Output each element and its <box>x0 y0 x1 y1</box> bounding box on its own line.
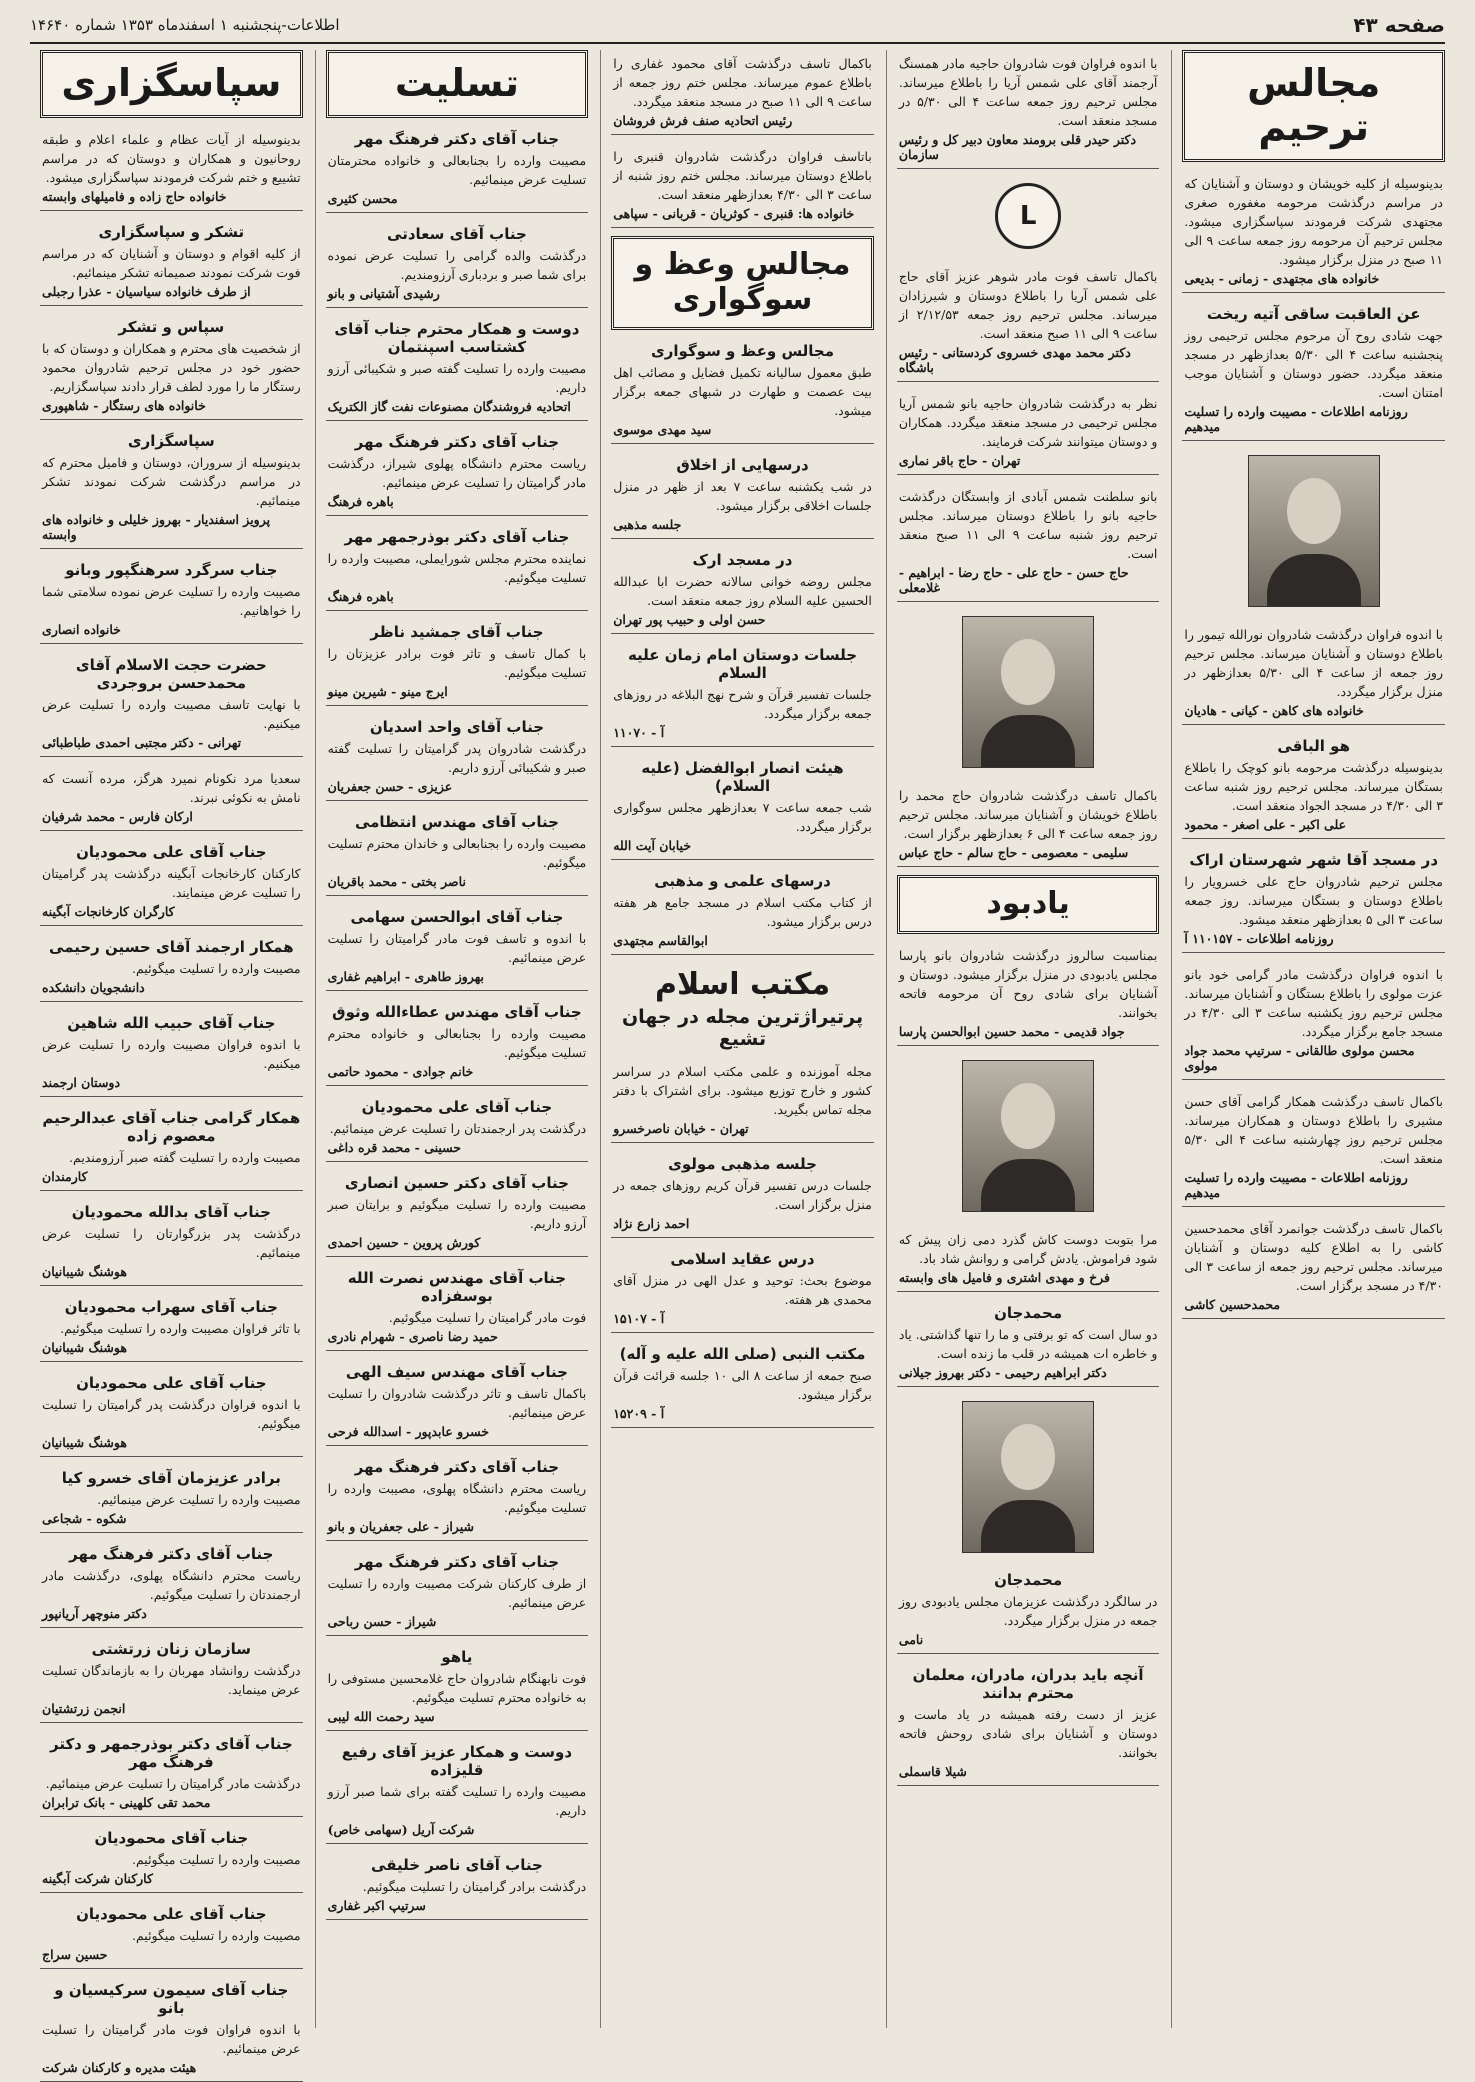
notice <box>40 839 303 926</box>
notice-body: درگذشت برادر گرامیتان را تسلیت میگوئیم. <box>362 1879 587 1894</box>
notice-body: در سالگرد درگذشت عزیزمان مجلس یادبودی روز جمعه در منزل برگزار میگردد. <box>898 1594 1158 1628</box>
notice-title: جناب آقای علی محمودیان <box>76 843 267 861</box>
notice-signature: شیراز - حسن رباحی <box>327 1614 437 1629</box>
notice-signature: شیراز - علی جعفریان و بانو <box>327 1519 474 1534</box>
notice <box>40 557 303 644</box>
notice-signature: روزنامه اطلاعات - مصیبت وارده را تسلیت میدهیم <box>1184 1170 1408 1200</box>
notice-body: نماینده محترم مجلس شورایملی، مصیبت وارده را تسلیت میگوئیم. <box>327 551 587 585</box>
notice <box>326 904 589 991</box>
notice-signature: هوشنگ شیبانیان <box>42 1264 127 1279</box>
notice-title: برادر عزیزمان آقای خسرو کیا <box>61 1469 281 1487</box>
notice-signature: احمد زارع نژاد <box>613 1216 690 1231</box>
notice-signature: خانم جوادی - محمود حاتمی <box>327 1064 474 1079</box>
notice-title: جناب آقای مهندس سیف الهی <box>345 1363 568 1381</box>
notice-signature: رشیدی آشتیانی و بانو <box>327 286 440 301</box>
notice-body: ریاست محترم دانشگاه پهلوی، مصیبت وارده را تسلیت میگوئیم. <box>327 1481 587 1515</box>
notice <box>1182 1088 1445 1207</box>
notice-signature: سید رحمت الله لیبی <box>327 1709 435 1724</box>
magazine-ad <box>611 963 874 1050</box>
notice <box>611 1341 874 1428</box>
notice <box>40 428 303 549</box>
notice-signature: تهرانی - دکتر مجتبی احمدی طباطبائی <box>42 735 242 750</box>
notice <box>326 221 589 308</box>
notice <box>611 547 874 634</box>
notice-body: با اندوه فراوان درگذشت پدر گرامیتان را تسلیت میگوئیم. <box>42 1397 301 1431</box>
notice-signature: هوشنگ شیبانیان <box>42 1435 127 1450</box>
notice-title: سازمان زنان زرتشتی <box>91 1640 251 1658</box>
notice-signature: علی اکبر - علی اصغر - محمود <box>1184 817 1347 832</box>
notice-title: جناب آقای دکتر بوذرجمهر و دکتر فرهنگ مهر <box>50 1735 293 1771</box>
notice-title: دوست و همکار عزیز آقای رفیع قلیزاده <box>341 1743 573 1779</box>
notice-signature: حسینی - محمد قره داغی <box>327 1140 462 1155</box>
notice-title: جناب آقای ناصر خلیقی <box>371 1856 543 1874</box>
notice-body: درگذشت پدر ارجمندتان را تسلیت عرض مینمائیم. <box>329 1121 587 1136</box>
notice-body: مصیبت وارده را تسلیت گفته صبر و شکیبائی آرزو داریم. <box>327 361 587 395</box>
notice-body: فوت نابهنگام شادروان حاج غلامحسین مستوفی را به خانواده محترم تسلیت میگوئیم. <box>327 1671 587 1705</box>
notice-signature: دانشجویان دانشکده <box>42 980 145 995</box>
notice-title: جناب سرگرد سرهنگپور وبانو <box>65 561 278 579</box>
notice-title: جناب آقای مهندس نصرت الله بوسفزاده <box>347 1269 567 1305</box>
notice <box>611 143 874 228</box>
notice-body: نظر به درگذشت شادروان حاجیه بانو شمس آریا مجلس ترحیمی در مسجد منعقد میگردد. همکاران و دوستان میتوانند شرکت فرمایند. <box>898 396 1158 449</box>
notice-body: ریاست محترم دانشگاه پهلوی، درگذشت مادر ارجمندتان را تسلیت میگوئیم. <box>42 1568 301 1602</box>
notice-signature: دکتر محمد مهدی خسروی کردستانی - رئیس باشگاه <box>898 345 1131 375</box>
portrait-photo <box>962 1401 1094 1553</box>
columns <box>30 50 1445 2075</box>
notice-body: کارکنان کارخانجات آبگینه درگذشت پدر گرامیتان را تسلیت عرض مینمایند. <box>42 866 301 900</box>
notice <box>40 934 303 1002</box>
notice <box>897 50 1160 169</box>
notice-body: مصیبت وارده را تسلیت میگوئیم. <box>132 1852 301 1867</box>
notice-signature: باهره فرهنگ <box>327 494 394 509</box>
notice-title: آنچه باید بدران، مادران، معلمان محترم بدانند <box>912 1666 1144 1702</box>
notice-body: باکمال تاسف درگذشت شادروان حاج محمد را باطلاع خویشان و آشنایان میرساند. مجلس ترحیم روز جمعه ساعت ۴ الی ۶ بعدازظهر برگزار است. <box>898 788 1158 841</box>
notice-title: تشکر و سپاسگزاری <box>98 223 245 241</box>
notice-signature: خانواده انصاری <box>42 622 121 637</box>
notice-body: باکمال تاسف درگذشت همکار گرامی آقای حسن مشیری را باطلاع دوستان و همکاران میرساند. مجلس ترحیم روز چهارشنبه ساعت ۴ الی ۵/۳۰ منعقد است. <box>1184 1094 1444 1166</box>
notice-signature: بهروز طاهری - ابراهیم غفاری <box>327 969 484 984</box>
notice <box>326 1170 589 1257</box>
notice-signature: آ - ۱۵۲۰۹ <box>613 1406 665 1421</box>
notice-body: باکمال تاسف و تاثر درگذشت شادروان را تسلیت عرض مینمائیم. <box>327 1386 587 1420</box>
notice <box>40 1465 303 1533</box>
notice <box>40 1977 303 2082</box>
notice <box>40 1010 303 1097</box>
column-5 <box>30 50 303 2075</box>
notice-body: مصیبت وارده را تسلیت میگوئیم. <box>132 1928 301 1943</box>
notice-signature: خانواده های مجتهدی - زمانی - بدیعی <box>1184 271 1380 286</box>
magazine-subtitle: پرتیراژترین مجله در جهان تشیع <box>621 1006 864 1050</box>
notice-body: بانو سلطنت شمس آبادی از وابستگان درگذشت حاجیه بانو را باطلاع دوستان میرساند. مجلس ترحیم روز شنبه ساعت ۹ الی ۱۱ صبح منعقد است. <box>898 489 1158 561</box>
notice <box>611 1246 874 1333</box>
notice-signature: خانواده های رستگار - شاهپوری <box>42 398 206 413</box>
notice-signature: انجمن زرتشتیان <box>42 1701 126 1716</box>
notice-body: مصیبت وارده را تسلیت میگوئیم. <box>132 961 301 976</box>
notice-title: جناب آقای مهندس عطاءالله وثوق <box>332 1003 582 1021</box>
notice-title: درسهایی از اخلاق <box>676 456 809 474</box>
notice <box>326 1454 589 1541</box>
notice-signature: شیلا قاسملی <box>898 1764 967 1779</box>
notice <box>1182 170 1445 293</box>
notice-body: مجلس ترحیم شادروان حاج علی خسرویار را باطلاع دوستان و بستگان میرساند. روز جمعه ساعت ۳ الی ۵ بعدازظهر منعقد میشود. <box>1184 874 1443 927</box>
notice <box>897 1300 1160 1387</box>
notice <box>1182 301 1445 441</box>
notice-signature: کارکنان شرکت آبگینه <box>42 1871 153 1886</box>
notice-title: هیئت انصار ابوالفضل (علیه السلام) <box>641 759 844 795</box>
notice-body: با اندوه فراوان درگذشت شادروان نورالله تیمور را باطلاع دوستان و آشنایان میرساند. مجلس ترحیم روز جمعه از ساعت ۴ الی ۵/۳۰ بعدازظهر در منزل برگزار میگردد. <box>1184 627 1443 699</box>
column-1 <box>1171 50 1445 2028</box>
notice-signature: حسن اولی و حبیب پور تهران <box>613 612 766 627</box>
notice <box>1182 1215 1445 1319</box>
notice <box>1182 621 1445 725</box>
notice <box>40 219 303 306</box>
notice <box>1182 847 1445 953</box>
notice-title: دوست و همکار محترم جناب آقای کشتاسب اسپنتمان <box>334 320 580 356</box>
notice-body: مجلس روضه خوانی سالانه حضرت ابا عبدالله الحسین علیه السلام روز جمعه منعقد است. <box>613 574 872 608</box>
notice <box>40 1731 303 1817</box>
notice <box>1182 961 1445 1080</box>
notice-signature: آ - ۱۵۱۰۷ <box>613 1311 665 1326</box>
notice <box>40 1825 303 1893</box>
notice <box>326 1739 589 1844</box>
notice <box>40 126 303 211</box>
notice <box>40 1105 303 1191</box>
notice-signature: روزنامه اطلاعات - ۱۱۰۱۵۷ آ <box>1184 931 1334 946</box>
notice-signature: کورش پروین - حسین احمدی <box>327 1235 481 1250</box>
notice-signature: ایرج مینو - شیرین مینو <box>327 684 448 699</box>
notice <box>611 1058 874 1143</box>
notice-signature: محسن کثیری <box>327 191 398 206</box>
notice-signature: حسین سراج <box>42 1947 108 1962</box>
notice-body: جهت شادی روح آن مرحوم مجلس ترحیمی روز پنجشنبه ساعت ۴ الی ۵/۳۰ بعدازظهر در مسجد منعقد میگردد. حضور دوستان و آشنایان موجب امتنان است. <box>1184 328 1443 400</box>
notice <box>897 390 1160 475</box>
notice-title: جلسات دوستان امام زمان علیه السلام <box>627 646 858 682</box>
notice <box>897 1226 1160 1292</box>
notice <box>326 1852 589 1920</box>
notice-title: جناب آقای ابوالحسن سهامی <box>350 908 564 926</box>
notice-title: جناب آقای دکتر فرهنگ مهر <box>354 1553 560 1571</box>
notice-signature: ارکان فارس - محمد شرفیان <box>42 809 193 824</box>
notice <box>897 1567 1160 1654</box>
notice <box>326 126 589 213</box>
notice <box>326 1359 589 1446</box>
notice-body: مصیبت وارده را تسلیت گفته برای شما صبر آرزو داریم. <box>327 1784 587 1818</box>
notice <box>611 452 874 539</box>
notice-signature: محمد تقی کلهینی - بانک ترابران <box>42 1795 211 1810</box>
notice-signature: شرکت آریل (سهامی خاص) <box>327 1822 475 1837</box>
notice-signature: سلیمی - معصومی - حاج سالم - حاج عباس <box>898 845 1129 860</box>
column-2 <box>886 50 1160 2028</box>
notice-body: عزیز از دست رفته همیشه در یاد ماست و دوستان و آشنایان برای شادی روحش فاتحه بخوانند. <box>898 1707 1158 1760</box>
masthead-date: اطلاعات-پنجشنبه ۱ اسفندماه ۱۳۵۳ شماره ۱۴۶۴۰ <box>30 16 340 34</box>
notice-title: حضرت حجت الاسلام آقای محمدحسن بروجردی <box>75 656 267 692</box>
notice-body: صبح جمعه از ساعت ۸ الی ۱۰ جلسه قرائت قرآن برگزار میشود. <box>613 1368 872 1402</box>
notice-body: درگذشت روانشاد مهربان را به بازماندگان تسلیت عرض مینماید. <box>42 1663 301 1697</box>
notice-signature: جواد قدیمی - محمد حسین ابوالحسن پارسا <box>898 1024 1125 1039</box>
notice-signature: خیابان آیت الله <box>613 838 692 853</box>
notice-body: جلسات درس تفسیر قرآن کریم روزهای جمعه در منزل برگزار است. <box>613 1178 872 1212</box>
notice-title: جناب آقای جمشید ناظر <box>370 623 544 641</box>
notice-title: جناب آقای علی محمودیان <box>76 1905 267 1923</box>
notice-title: همکار گرامی جناب آقای عبدالرحیم معصوم زاده <box>42 1109 301 1145</box>
notice-title: سپاسگزاری <box>127 432 215 450</box>
notice-title: همکار ارجمند آقای حسین رحیمی <box>49 938 294 956</box>
notice-signature: سید مهدی موسوی <box>613 422 712 437</box>
notice-body: باکمال تاسف فوت مادر شوهر عزیز آقای حاج علی شمس آریا را باطلاع دوستان و شیرزادان میرساند. مجلس ترحیم روز جمعه ۲/۱۲/۵۳ از ساعت ۹ الی ۱۱ صبح منعقد است. <box>898 269 1158 341</box>
notice-signature: تهران - حاج باقر نماری <box>898 453 1021 468</box>
lions-club-logo: L <box>995 183 1061 249</box>
notice-signature: حاج حسن - حاج علی - حاج رضا - ابراهیم - غلامعلی <box>898 565 1129 595</box>
notice-signature: خسرو عابدپور - اسدالله فرحی <box>327 1424 489 1439</box>
notice-title: جناب آقای سهراب محمودیان <box>64 1298 278 1316</box>
notice-title: هو الباقی <box>1277 737 1350 755</box>
notice-title: جناب آقای سیمون سرکیسیان و بانو <box>54 1981 289 2017</box>
notice-body: بمناسبت سالروز درگذشت شادروان بانو پارسا مجلس یادبودی در منزل برگزار میشود. دوستان و آشنایان برای شادی روح آن مرحومه فاتحه بخوانند. <box>898 948 1158 1020</box>
notice-body: موضوع بحث: توحید و عدل الهی در منزل آقای محمدی هر هفته. <box>613 1273 872 1307</box>
notice-signature: ابوالقاسم مجتهدی <box>613 933 708 948</box>
portrait-photo <box>1248 455 1380 607</box>
notice-signature: هوشنگ شیبانیان <box>42 1340 127 1355</box>
notice-body: مصیبت وارده را تسلیت میگوئیم و برایتان صبر آرزو داریم. <box>327 1197 587 1231</box>
notice-signature: نامی <box>898 1632 924 1647</box>
notice-title: در مسجد آقا شهر شهرستان اراک <box>1189 851 1439 869</box>
page-number: صفحه ۴۳ <box>1353 13 1445 37</box>
notice <box>611 868 874 955</box>
notice-title: مکتب النبی (صلی الله علیه و آله) <box>619 1345 866 1363</box>
notice-body: جلسات تفسیر قرآن و شرح نهج البلاغه در روزهای جمعه برگزار میگردد. <box>613 687 872 721</box>
notice <box>40 1370 303 1457</box>
notice-body: مجله آموزنده و علمی مکتب اسلام در سراسر کشور و خارج توزیع میشود. برای اشتراک با دفتر مجله تماس بگیرید. <box>613 1064 872 1117</box>
notice <box>326 1265 589 1351</box>
notice-title: جلسه مذهبی مولوی <box>668 1155 817 1173</box>
notice-body: شب جمعه ساعت ۷ بعدازظهر مجلس سوگواری برگزار میگردد. <box>613 800 872 834</box>
notice-signature: کارگران کارخانجات آبگینه <box>42 904 175 919</box>
notice-title: در مسجد ارک <box>692 551 793 569</box>
notice-body: با کمال تاسف و تاثر فوت برادر عزیزتان را تسلیت میگوئیم. <box>327 646 587 680</box>
notice-title: جناب آقای دکتر بوذرجمهر مهر <box>344 528 570 546</box>
notice-signature: خانواده حاج زاده و فامیلهای وابسته <box>42 189 227 204</box>
notice <box>897 942 1160 1046</box>
notice-title: جناب آقای علی محمودیان <box>361 1098 553 1116</box>
column-4 <box>315 50 589 2028</box>
notice-signature: جلسه مذهبی <box>613 517 682 532</box>
notice-signature: آ - ۱۱۰۷۰ <box>613 725 665 740</box>
notice-signature: دکتر حیدر قلی برومند معاون دبیر کل و رئیس سازمان <box>898 132 1137 162</box>
notice-signature: خانواده ها: قنبری - کوثریان - قربانی - سپاهی <box>613 206 855 221</box>
notice-title: جناب آقای حبیب الله شاهین <box>67 1014 276 1032</box>
notice-body: ریاست محترم دانشگاه پهلوی شیراز، درگذشت مادر گرامیتان را تسلیت عرض مینمائیم. <box>327 456 587 490</box>
section-heading-condolences: تسلیت <box>326 50 589 118</box>
notice-title: جناب آقای محمودیان <box>94 1829 249 1847</box>
notice <box>326 1094 589 1162</box>
notice-body: درگذشت پدر بزرگوارتان را تسلیت عرض مینمائیم. <box>42 1226 301 1260</box>
notice <box>326 809 589 896</box>
notice-body: طبق معمول سالیانه تکمیل فضایل و مصائب اهل بیت عصمت و طهارت در شبهای جمعه برگزار میشود. <box>613 365 872 418</box>
notice <box>40 652 303 757</box>
notice-signature: کارمندان <box>42 1169 88 1184</box>
notice-title: سپاس و تشکر <box>118 318 225 336</box>
notice <box>611 338 874 444</box>
notice-title: جناب آقای بدالله محمودیان <box>71 1203 271 1221</box>
notice-body: با اندوه فراوان فوت مادر گرامیتان را تسلیت عرض مینمائیم. <box>42 2022 301 2056</box>
notice-signature: دوستان ارجمند <box>42 1075 121 1090</box>
notice-signature: محمدحسین کاشی <box>1184 1297 1281 1312</box>
notice-body: فوت مادر گرامیتان را تسلیت میگوئیم. <box>388 1310 587 1325</box>
section-heading-remembrance: یادبود <box>897 875 1160 934</box>
notice-body: با اندوه فراوان مصیبت وارده را تسلیت عرض میکنیم. <box>42 1037 301 1071</box>
notice-body: از کتاب مکتب اسلام در مسجد جامع هر هفته درس برگزار میشود. <box>613 895 872 929</box>
notice-body: باکمال تاسف درگذشت آقای محمود غفاری را باطلاع عموم میرساند. مجلس ختم روز جمعه از ساعت ۹ الی ۱۱ صبح در مسجد منعقد میگردد. <box>613 56 872 109</box>
notice-signature: روزنامه اطلاعات - مصیبت وارده را تسلیت میدهیم <box>1184 404 1408 434</box>
notice <box>326 524 589 611</box>
notice <box>326 1644 589 1731</box>
portrait-photo <box>962 616 1094 768</box>
notice <box>40 1199 303 1286</box>
notice <box>897 263 1160 382</box>
notice-body: درگذشت شادروان پدر گرامیتان را تسلیت گفته صبر و شکیبائی آرزو داریم. <box>327 741 587 775</box>
notice-body: با تاثر فراوان مصیبت وارده را تسلیت میگوئیم. <box>60 1321 301 1336</box>
notice-body: درگذشت مادر گرامیتان را تسلیت عرض مینمائیم. <box>45 1776 301 1791</box>
notice-title: محمدجان <box>994 1571 1063 1589</box>
notice <box>897 483 1160 602</box>
notice-signature: اتحادیه فروشندگان مصنوعات نفت گاز الکتریک <box>327 399 571 414</box>
section-heading-sermons: مجالس وعظ و سوگواری <box>611 236 874 330</box>
notice-title: جناب آقای مهندس انتظامی <box>354 813 559 831</box>
notice-body: در شب یکشنبه ساعت ۷ بعد از ظهر در منزل جلسات اخلاقی برگزار میشود. <box>613 479 872 513</box>
notice-body: با اندوه فراوان درگذشت مادر گرامی خود بانو عزت مولوی را باطلاع بستگان و آشنایان میرساند. مجلس ترحیم روز یکشنبه ساعت ۳ الی ۴/۳۰ در مسجد جامع برگزار میگردد. <box>1184 967 1443 1039</box>
notice-title: جناب آقای دکتر فرهنگ مهر <box>354 130 560 148</box>
notice-signature: سرتیپ اکبر غفاری <box>327 1898 426 1913</box>
notice-body: باکمال تاسف درگذشت جوانمرد آقای محمدحسین کاشی را به اطلاع کلیه دوستان و آشنایان میرساند. مجلس ترحیم روز جمعه از ساعت ۳ الی ۴/۳۰ در مسجد برگزار است. <box>1184 1221 1443 1293</box>
section-heading-thanks: سپاسگزاری <box>40 50 303 118</box>
notice-title: جناب آقای علی محمودیان <box>76 1374 267 1392</box>
notice <box>40 765 303 831</box>
notice-signature: فرخ و مهدی اشتری و فامیل های وابسته <box>898 1270 1111 1285</box>
notice-title: جناب آقای دکتر فرهنگ مهر <box>69 1545 274 1563</box>
notice-signature: رئیس اتحادیه صنف فرش فروشان <box>613 113 793 128</box>
notice-body: بدینوسیله از کلیه خویشان و دوستان و آشنایان که در مراسم درگذشت مرحومه مغفوره صغری مجتهدی شرکت فرمودند سپاسگزاری میشود. مجلس ترحیم آن مرحومه روز جمعه ساعت ۹ الی ۱۱ صبح در منزل برگزار میشود. <box>1184 176 1443 267</box>
notice-body: بدینوسیله درگذشت مرحومه بانو کوچک را باطلاع بستگان میرساند. مجلس ترحیم روز شنبه ساعت ۳ الی ۴/۳۰ در مسجد الجواد منعقد است. <box>1184 760 1443 813</box>
notice <box>611 755 874 860</box>
notice-title: جناب آقای سعادتی <box>387 225 527 243</box>
notice <box>326 1549 589 1636</box>
notice <box>326 316 589 421</box>
portrait-photo <box>962 1060 1094 1212</box>
notice-body: با اندوه فراوان فوت شادروان حاجیه مادر همسنگ آرجمند آقای علی شمس آریا را باطلاع میرساند. مجلس ترحیم روز جمعه ساعت ۴ الی ۵/۳۰ در مسجد منعقد است. <box>898 56 1158 128</box>
notice-body: بدینوسیله از سروران، دوستان و فامیل محترم که در مراسم درگذشت شرکت نمودند تشکر مینمائیم. <box>42 455 301 508</box>
notice <box>40 1901 303 1969</box>
notice-body: مصیبت وارده را تسلیت عرض نموده سلامتی شما را خواهانیم. <box>42 584 301 618</box>
notice-body: مصیبت وارده را تسلیت عرض مینمائیم. <box>97 1492 301 1507</box>
notice <box>897 1662 1160 1786</box>
notice-signature: دکتر ابراهیم رحیمی - دکتر بهروز جیلانی <box>898 1365 1107 1380</box>
notice-body: از کلیه اقوام و دوستان و آشنایان که در مراسم فوت شرکت نمودند صمیمانه تشکر مینمائیم. <box>42 246 301 280</box>
notice-body: مرا بتوبت دوست کاش گذرد دمی زان پیش که شود فراموش. یادش گرامی و روانش شاد باد. <box>898 1232 1158 1266</box>
notice <box>1182 733 1445 839</box>
notice-body: مصیبت وارده را بجنابعالی و خانواده محترم تسلیت میگوئیم. <box>327 1026 587 1060</box>
notice-body: مصیبت وارده را بجنابعالی و خانواده محترمتان تسلیت عرض مینمائیم. <box>327 153 587 187</box>
notice-body: باتاسف فراوان درگذشت شادروان قنبری را باطلاع دوستان میرساند. مجلس ختم روز شنبه از ساعت ۳ الی ۴/۳۰ بعدازظهر منعقد است. <box>613 149 872 202</box>
notice-signature: هیئت مدیره و کارکنان شرکت <box>42 2060 197 2075</box>
notice-title: جناب آقای دکتر حسین انصاری <box>344 1174 569 1192</box>
notice-title: جناب آقای واحد اسدیان <box>369 718 545 736</box>
magazine-title: مکتب اسلام <box>655 967 831 1002</box>
notice <box>326 999 589 1086</box>
section-heading-memorials: مجالس ترحیم <box>1182 50 1445 162</box>
notice-signature: خانواده های کاهن - کیانی - هادیان <box>1184 703 1364 718</box>
notice-signature: دکتر منوچهر آریانپور <box>42 1606 147 1621</box>
notice-body: دو سال است که تو برفتی و ما را تنها گذاشتی. یاد و خاطره ات همیشه در قلب ما زنده است. <box>898 1327 1158 1361</box>
notice-title: یاهو <box>441 1648 473 1666</box>
notice <box>897 782 1160 867</box>
notice-signature: عزیزی - حسن جعفریان <box>327 779 453 794</box>
notice-signature: شکوه - شجاعی <box>42 1511 127 1526</box>
page-folio <box>30 12 1445 44</box>
notice-body: با نهایت تاسف مصیبت وارده را تسلیت عرض میکنیم. <box>42 697 301 731</box>
notice <box>326 429 589 516</box>
notice-signature: از طرف خانواده سیاسیان - عذرا رجبلی <box>42 284 251 299</box>
notice-body: مصیبت وارده را تسلیت گفته صبر آرزومندیم. <box>69 1150 301 1165</box>
notice-body: از طرف کارکنان شرکت مصیبت وارده را تسلیت عرض مینمائیم. <box>327 1576 587 1610</box>
notice-title: جناب آقای دکتر فرهنگ مهر <box>354 1458 560 1476</box>
notice-title: محمدجان <box>994 1304 1063 1322</box>
notice <box>611 642 874 747</box>
notice-body: سعدیا مرد نکونام نمیرد هرگز، مرده آنست که نامش به نکوئی نبرند. <box>42 771 301 805</box>
notice <box>40 1636 303 1723</box>
notice-signature: ناصر بختی - محمد باقریان <box>327 874 466 889</box>
notice-title: جناب آقای دکتر فرهنگ مهر <box>354 433 560 451</box>
notice <box>40 1541 303 1628</box>
notice <box>326 619 589 706</box>
notice <box>40 314 303 420</box>
notice-title: درس عقاید اسلامی <box>670 1250 815 1268</box>
notice-title: مجالس وعظ و سوگواری <box>651 342 835 360</box>
notice-signature: محسن مولوی طالقانی - سرتیپ محمد جواد مولوی <box>1184 1043 1415 1073</box>
notice-signature: پرویز اسفندیار - بهروز خلیلی و خانواده های وابسته <box>42 512 271 542</box>
notice-signature: حمید رضا ناصری - شهرام نادری <box>327 1329 498 1344</box>
notice <box>40 1294 303 1362</box>
notice-body: درگذشت والده گرامی را تسلیت عرض نموده برای شما صبر و بردباری آرزومندیم. <box>327 248 587 282</box>
notice-body: مصیبت وارده را بجنابعالی و خاندان محترم تسلیت میگوئیم. <box>327 836 587 870</box>
notice-body: با اندوه و تاسف فوت مادر گرامیتان را تسلیت عرض مینمائیم. <box>327 931 587 965</box>
notice-body: از شخصیت های محترم و همکاران و دوستان که با حضور خود در مجلس ترحیم شادروان محمود رستگار ما را مورد لطف قرار دادند سپاسگزاریم. <box>42 341 301 394</box>
notice-signature: باهره فرهنگ <box>327 589 394 604</box>
notice <box>326 714 589 801</box>
notice-title: عن العاقبت ساقی آتیه ریخت <box>1206 305 1421 323</box>
notice-body: بدینوسیله از آیات عظام و علماء اعلام و طبقه روحانیون و همکاران و دوستان که در مراسم تشییع و ختم شرکت فرمودند سپاسگزاری میشود. <box>42 132 301 185</box>
notice-signature: تهران - خیابان ناصرخسرو <box>613 1121 749 1136</box>
notice <box>611 1151 874 1238</box>
notice-title: درسهای علمی و مذهبی <box>654 872 831 890</box>
notice <box>611 50 874 135</box>
column-3 <box>600 50 874 2028</box>
